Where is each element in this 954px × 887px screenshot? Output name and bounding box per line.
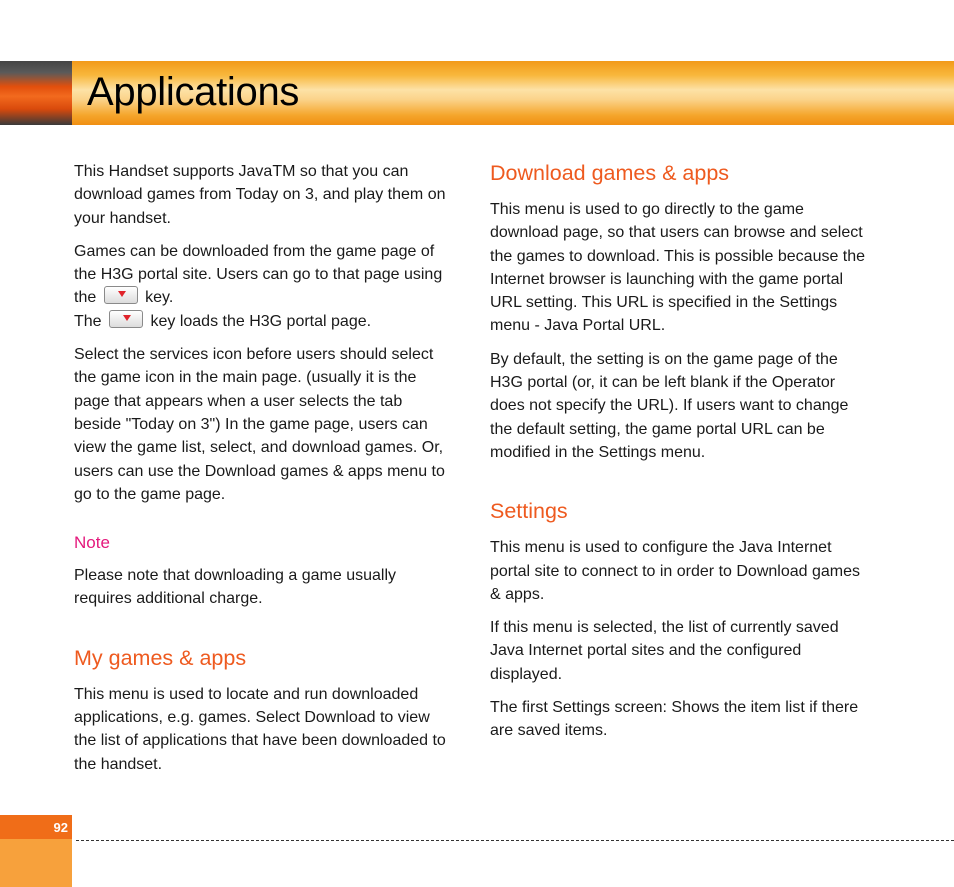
note-text: Please note that downloading a game usually requires additional charge. bbox=[74, 567, 396, 608]
my-games-text: This menu is used to locate and run downloaded applications, e.g. games. Select Download to view the list of applications that have been downloaded to the handset. bbox=[74, 685, 446, 773]
intro-text-d: key loads the H3G portal page. bbox=[150, 312, 372, 330]
page-number: 92 bbox=[53, 820, 68, 835]
intro-paragraph-3: Select the services icon before users should select the game icon in the main page. (usually it is the page that appears when a user selects the tab beside "Today on 3") In the game page, users can view the game list, select, and download games. Or, users can use the Download games & apps menu to go to the game page. bbox=[74, 346, 445, 503]
my-games-heading: My games & apps bbox=[74, 645, 247, 670]
intro-text-c: The bbox=[74, 312, 102, 330]
down-arrow-key-icon bbox=[109, 310, 143, 328]
header-accent-block bbox=[0, 61, 72, 125]
settings-paragraph-1: This menu is used to configure the Java Internet portal site to connect to in order to Download games & apps. bbox=[490, 539, 860, 603]
page-number-box bbox=[0, 815, 72, 839]
down-arrow-key-icon bbox=[104, 286, 138, 304]
download-heading: Download games & apps bbox=[490, 161, 730, 185]
left-column bbox=[74, 160, 446, 786]
settings-heading: Settings bbox=[490, 499, 568, 524]
settings-paragraph-3: The first Settings screen: Shows the item list if there are saved items. bbox=[490, 699, 859, 740]
footer-accent-block bbox=[0, 839, 72, 887]
download-paragraph-1: This menu is used to go directly to the game download page, so that users can browse and select the games to download. This is possible because the Internet browser is launching with the game portal URL setting. This URL is specified in the Settings menu - Java Portal URL. bbox=[490, 201, 866, 335]
intro-paragraph-1: This Handset supports JavaTM so that you can download games from Today on 3, and play them on your handset. bbox=[74, 163, 446, 227]
note-label: Note bbox=[74, 533, 110, 553]
intro-text-a: Games can be downloaded from the game page of the H3G portal site. Users can go to that page using the bbox=[74, 242, 443, 307]
page-title: Applications bbox=[87, 70, 300, 114]
settings-paragraph-2: If this menu is selected, the list of currently saved Java Internet portal sites and the configured displayed. bbox=[490, 619, 839, 683]
intro-text-b: key. bbox=[145, 289, 174, 307]
intro-paragraph-2 bbox=[74, 240, 446, 333]
right-column bbox=[490, 158, 866, 753]
footer-dashed-rule bbox=[76, 840, 954, 841]
download-paragraph-2: By default, the setting is on the game page of the H3G portal (or, it can be left blank if the Operator does not specify the URL). If users want to change the default setting, the game portal URL can be modified in the Settings menu. bbox=[490, 350, 849, 461]
